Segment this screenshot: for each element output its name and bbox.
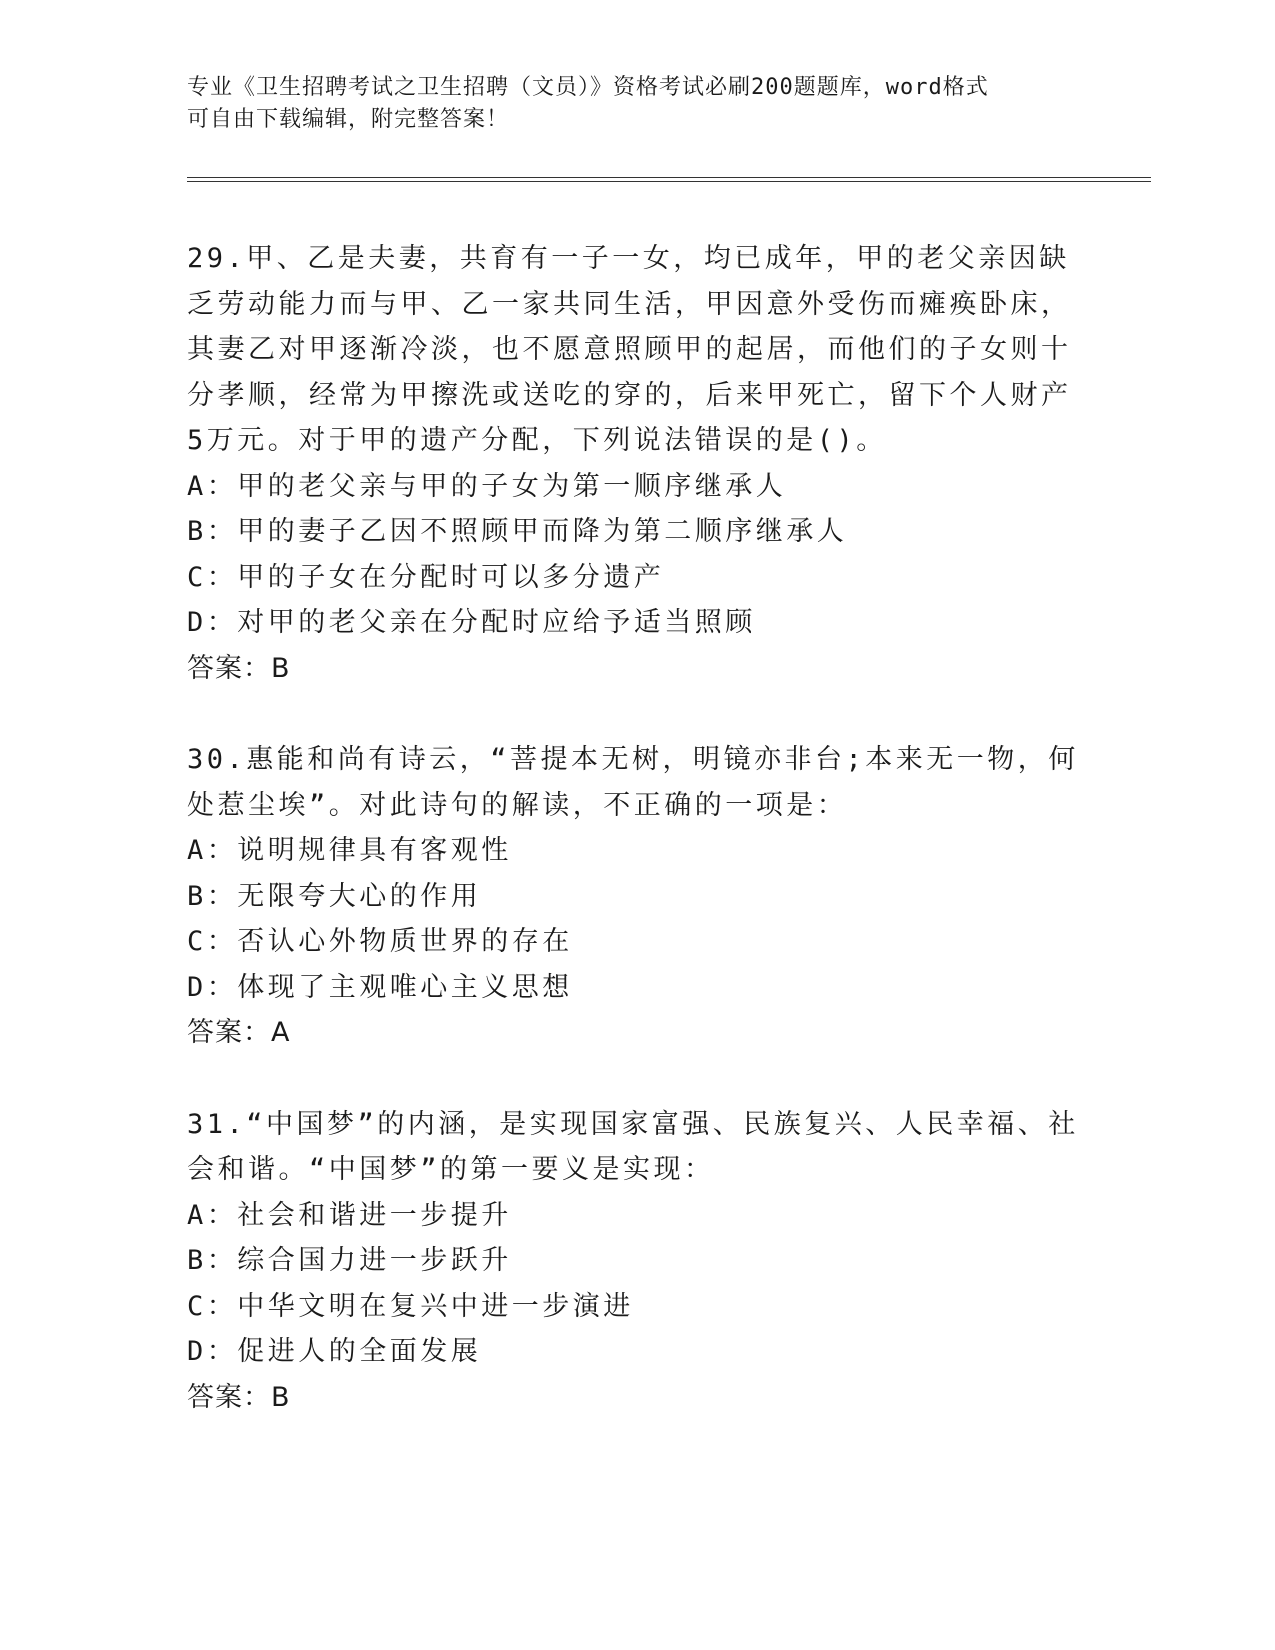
option-c: C：甲的子女在分配时可以多分遗产 [187, 561, 665, 593]
option-a: A：甲的老父亲与甲的子女为第一顺序继承人 [187, 470, 787, 502]
question-text: 30.惠能和尚有诗云，“菩提本无树，明镜亦非台;本来无一物，何处惹尘埃”。对此诗句的解读，不正确的一项是： [187, 744, 1079, 821]
option-c: C：否认心外物质世界的存在 [187, 926, 573, 957]
option-b: B：无限夸大心的作用 [187, 880, 482, 912]
option-d: D：对甲的老父亲在分配时应给予适当照顾 [187, 607, 756, 638]
answer: 答案：B [187, 1381, 291, 1413]
option-d: D：体现了主观唯心主义思想 [187, 971, 573, 1003]
answer: 答案：A [187, 1017, 291, 1048]
option-list [187, 1193, 1087, 1375]
option-list [187, 464, 1087, 646]
question-text: 29.甲、乙是夫妻，共育有一子一女，均已成年，甲的老父亲因缺乏劳动能力而与甲、乙一家共同生活，甲因意外受伤而瘫痪卧床，其妻乙对甲逐渐冷淡，也不愿意照顾甲的起居，而他们的子女则十分孝顺，经常为甲擦洗或送吃的穿的，后来甲死亡，留下个人财产5万元。对于甲的遗产分配，下列说法错误的是()。 [187, 243, 1072, 456]
question-31 [187, 1102, 1087, 1421]
option-list [187, 828, 1087, 1010]
question-30 [187, 737, 1087, 1056]
answer: 答案：B [187, 652, 291, 684]
header-title-line-1: 专业《卫生招聘考试之卫生招聘（文员）》资格考试必刷200题题库，word格式 [187, 75, 989, 100]
page-header [187, 72, 1067, 136]
header-divider [187, 177, 1151, 182]
option-c: C：中华文明在复兴中进一步演进 [187, 1290, 634, 1322]
question-list [187, 236, 1087, 1466]
option-b: B：甲的妻子乙因不照顾甲而降为第二顺序继承人 [187, 516, 848, 547]
option-a: A：说明规律具有客观性 [187, 835, 512, 866]
option-d: D：促进人的全面发展 [187, 1336, 482, 1367]
option-a: A：社会和谐进一步提升 [187, 1199, 512, 1231]
question-29 [187, 236, 1087, 691]
header-title-line-2: 可自由下载编辑，附完整答案！ [187, 107, 510, 132]
option-b: B：综合国力进一步跃升 [187, 1245, 512, 1276]
question-text: 31.“中国梦”的内涵，是实现国家富强、民族复兴、人民幸福、社会和谐。“中国梦”的第一要义是实现： [187, 1108, 1079, 1185]
